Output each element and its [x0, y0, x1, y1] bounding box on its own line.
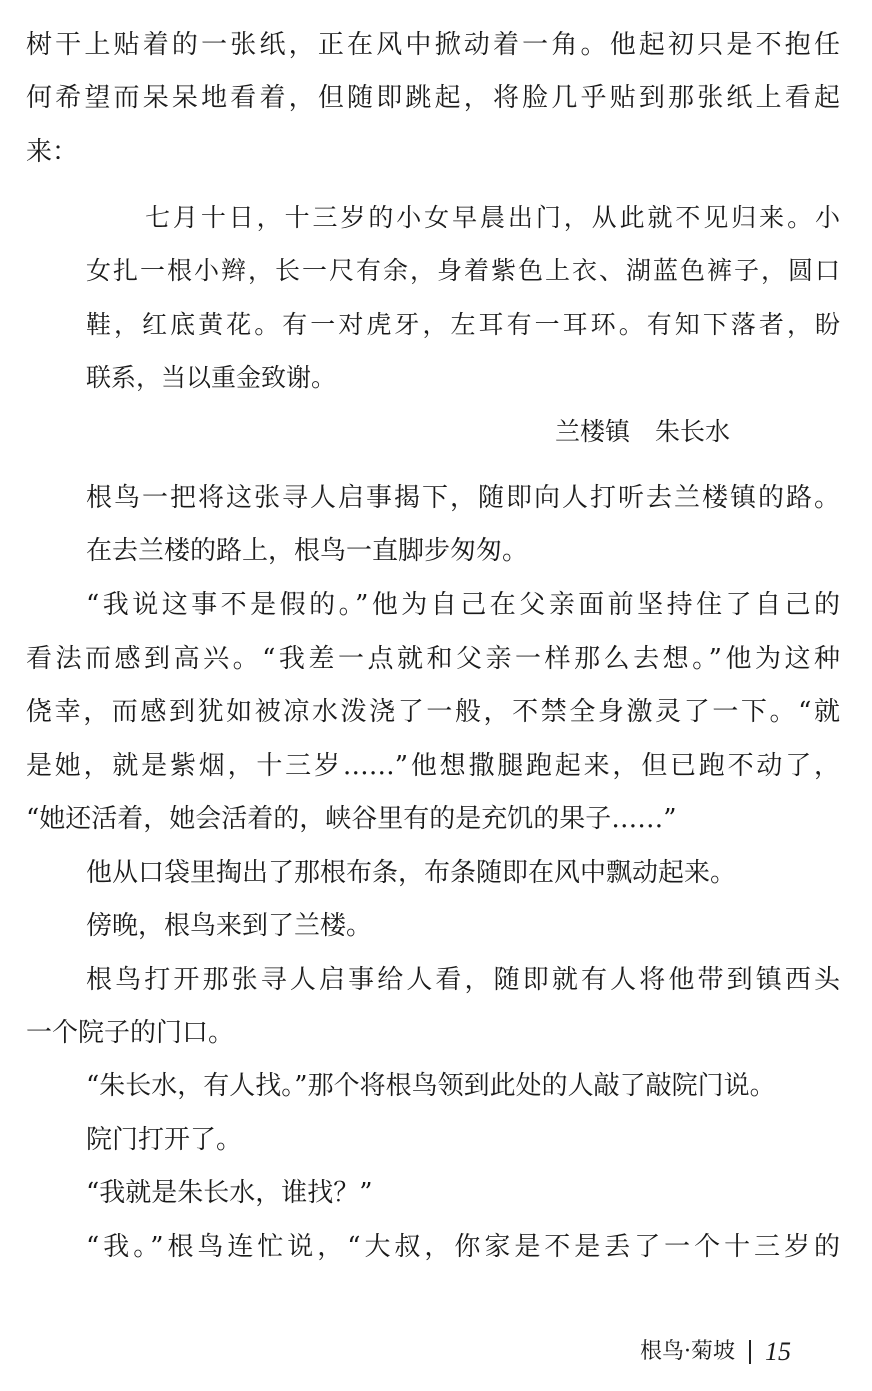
text-line: 一个院子的门口。 [26, 1018, 235, 1048]
text-line: 院门打开了。 [86, 1125, 243, 1155]
text-line: 侥幸，而感到犹如被凉水泼浇了一般，不禁全身激灵了一下。“就 [26, 697, 840, 727]
text-line: “我。”根鸟连忙说，“大叔，你家是不是丢了一个十三岁的 [86, 1232, 840, 1262]
text-line: 在去兰楼的路上，根鸟一直脚步匆匆。 [86, 536, 529, 566]
notice-signature: 兰楼镇 朱长水 [555, 417, 731, 446]
text-line: 傍晚，根鸟来到了兰楼。 [86, 911, 373, 941]
text-line: “朱长水，有人找。”那个将根鸟领到此处的人敲了敲院门说。 [86, 1071, 776, 1101]
text-line: 根鸟一把将这张寻人启事揭下，随即向人打听去兰楼镇的路。 [86, 483, 840, 513]
text-line: 他从口袋里掏出了那根布条，布条随即在风中飘动起来。 [86, 858, 737, 888]
text-line: “她还活着，她会活着的，峡谷里有的是充饥的果子……” [26, 804, 677, 834]
text-line: 是她，就是紫烟，十三岁……”他想撒腿跑起来，但已跑不动了， [26, 751, 840, 781]
text-line: “我就是朱长水，谁找？” [86, 1178, 373, 1208]
page-number: 15 [765, 1337, 791, 1366]
notice-line: 鞋，红底黄花。有一对虎牙，左耳有一耳环。有知下落者，盼 [86, 310, 840, 339]
text-line: 何希望而呆呆地看着，但随即跳起，将脸几乎贴到那张纸上看起 [26, 83, 840, 113]
text-line: 看法而感到高兴。“我差一点就和父亲一样那么去想。”他为这种 [26, 644, 840, 674]
notice-line: 联系，当以重金致谢。 [86, 363, 337, 392]
footer-divider [749, 1340, 751, 1364]
text-line: “我说这事不是假的。”他为自己在父亲面前坚持住了自己的 [86, 590, 840, 620]
text-line: 树干上贴着的一张纸，正在风中掀动着一角。他起初只是不抱任 [26, 30, 840, 60]
book-title: 根鸟·菊坡 [640, 1339, 735, 1364]
page-footer [640, 1334, 791, 1370]
notice-line: 七月十日，十三岁的小女早晨出门，从此就不见归来。小 [145, 203, 840, 232]
notice-line: 女扎一根小辫，长一尺有余，身着紫色上衣、湖蓝色裤子，圆口 [86, 256, 840, 285]
text-line: 根鸟打开那张寻人启事给人看，随即就有人将他带到镇西头 [86, 965, 840, 995]
text-line: 来： [26, 137, 79, 167]
